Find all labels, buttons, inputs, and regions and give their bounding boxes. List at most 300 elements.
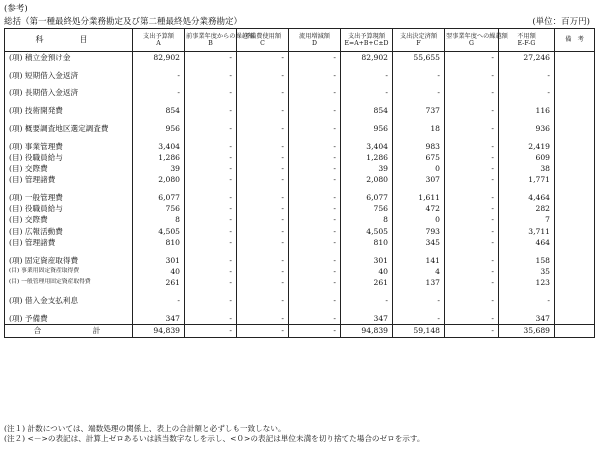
- spacer-cell: [393, 288, 445, 295]
- table-row: [5, 163, 595, 174]
- row-label: (項) 借入金支払利息: [5, 295, 133, 306]
- cell-value: 854: [341, 105, 393, 116]
- cell-value: -: [237, 226, 289, 237]
- cell-value: -: [237, 174, 289, 185]
- cell-value: 40: [133, 266, 185, 277]
- cell-value: -: [289, 324, 341, 337]
- spacer-cell: [555, 248, 595, 255]
- spacer-cell: [445, 248, 499, 255]
- cell-value: -: [237, 152, 289, 163]
- cell-value: 609: [499, 152, 555, 163]
- cell-value: -: [185, 255, 237, 266]
- cell-value: -: [237, 123, 289, 134]
- cell-value: -: [133, 295, 185, 306]
- column-header: [393, 29, 445, 52]
- table-row: [5, 277, 595, 288]
- total-row: [5, 324, 595, 337]
- spacer-cell: [499, 81, 555, 88]
- remarks-cell: [555, 226, 595, 237]
- spacer-row: [5, 248, 595, 255]
- cell-value: 82,902: [341, 52, 393, 64]
- cell-value: -: [237, 324, 289, 337]
- note-line: (注２) <－>の表記は、計算上ゼロあるいは該当数字なしを示し、<０>の表記は単位未満を切り捨てた場合のゼロを示す。: [4, 434, 425, 443]
- spacer-cell: [133, 306, 185, 313]
- cell-value: 1,771: [499, 174, 555, 185]
- remarks-cell: [555, 295, 595, 306]
- table-row: [5, 141, 595, 152]
- unit-label: (単位：百万円): [532, 17, 590, 27]
- cell-value: -: [185, 324, 237, 337]
- spacer-row: [5, 63, 595, 70]
- remarks-cell: [555, 215, 595, 226]
- cell-value: 55,655: [393, 52, 445, 64]
- cell-value: -: [499, 295, 555, 306]
- cell-value: -: [237, 255, 289, 266]
- column-header-label: 予備費使用額: [243, 32, 282, 40]
- remarks-cell: [555, 203, 595, 214]
- row-label: (目) 広報活動費: [5, 226, 133, 237]
- note-line: (注１) 計数については、端数処理の関係上、表上の合計額と必ずしも一致しない。: [4, 424, 286, 433]
- spacer-cell: [555, 306, 595, 313]
- spacer-row: [5, 306, 595, 313]
- cell-value: -: [237, 52, 289, 64]
- spacer-cell: [393, 117, 445, 124]
- cell-value: -: [445, 277, 499, 288]
- cell-value: -: [237, 88, 289, 99]
- notes: [4, 424, 424, 444]
- cell-value: -: [393, 295, 445, 306]
- cell-value: -: [289, 215, 341, 226]
- remarks-cell: [555, 324, 595, 337]
- column-header-label: 支出決定済額: [399, 32, 438, 40]
- spacer-cell: [393, 306, 445, 313]
- spacer-cell: [185, 134, 237, 141]
- cell-value: -: [237, 163, 289, 174]
- spacer-cell: [5, 63, 133, 70]
- spacer-cell: [185, 63, 237, 70]
- cell-value: -: [289, 163, 341, 174]
- column-header-label: 前事業年度からの繰越額: [186, 32, 255, 40]
- remarks-cell: [555, 163, 595, 174]
- cell-value: 307: [393, 174, 445, 185]
- spacer-row: [5, 134, 595, 141]
- cell-value: -: [289, 70, 341, 81]
- cell-value: -: [237, 141, 289, 152]
- cell-value: -: [289, 313, 341, 325]
- cell-value: -: [445, 174, 499, 185]
- spacer-cell: [445, 288, 499, 295]
- cell-value: -: [185, 141, 237, 152]
- cell-value: 756: [133, 203, 185, 214]
- cell-value: -: [341, 88, 393, 99]
- cell-value: 2,419: [499, 141, 555, 152]
- table-title: 総括（第一種最終処分業務勘定及び第二種最終処分業務勘定）: [4, 17, 243, 27]
- cell-value: 854: [133, 105, 185, 116]
- column-header-code: E-F-G: [517, 40, 536, 47]
- spacer-cell: [185, 248, 237, 255]
- table-row: [5, 70, 595, 81]
- spacer-cell: [341, 288, 393, 295]
- row-label: (項) 一般管理費: [5, 192, 133, 203]
- cell-value: 94,839: [341, 324, 393, 337]
- spacer-row: [5, 186, 595, 193]
- cell-value: -: [185, 295, 237, 306]
- spacer-cell: [237, 134, 289, 141]
- column-header-label: 支出予算現額: [347, 32, 386, 40]
- cell-value: -: [445, 215, 499, 226]
- cell-value: -: [185, 266, 237, 277]
- table-row: [5, 52, 595, 64]
- cell-value: 3,404: [341, 141, 393, 152]
- cell-value: 347: [499, 313, 555, 325]
- table-row: [5, 192, 595, 203]
- cell-value: -: [445, 141, 499, 152]
- cell-value: -: [445, 324, 499, 337]
- cell-value: 158: [499, 255, 555, 266]
- row-label: (目) 交際費: [5, 215, 133, 226]
- spacer-cell: [289, 134, 341, 141]
- remarks-cell: [555, 88, 595, 99]
- cell-value: -: [341, 295, 393, 306]
- column-header-label: 翌事業年度への繰越額: [446, 32, 508, 40]
- cell-value: -: [445, 123, 499, 134]
- spacer-cell: [393, 134, 445, 141]
- cell-value: 8: [133, 215, 185, 226]
- spacer-cell: [5, 306, 133, 313]
- remarks-cell: [555, 123, 595, 134]
- spacer-cell: [341, 117, 393, 124]
- row-label: 合 計: [5, 324, 133, 337]
- cell-value: 0: [393, 163, 445, 174]
- cell-value: -: [289, 174, 341, 185]
- cell-value: -: [185, 203, 237, 214]
- cell-value: -: [289, 237, 341, 248]
- cell-value: -: [393, 313, 445, 325]
- cell-value: 936: [499, 123, 555, 134]
- table-row: [5, 152, 595, 163]
- cell-value: 2,080: [341, 174, 393, 185]
- table-row: [5, 203, 595, 214]
- column-header-code: B: [208, 40, 213, 47]
- cell-value: -: [289, 255, 341, 266]
- cell-value: -: [445, 313, 499, 325]
- row-label: (項) 事業管理費: [5, 141, 133, 152]
- cell-value: -: [185, 163, 237, 174]
- cell-value: 7: [499, 215, 555, 226]
- spacer-cell: [289, 117, 341, 124]
- cell-value: 675: [393, 152, 445, 163]
- column-header-label: 支出予算額: [143, 32, 174, 40]
- column-header: [555, 29, 595, 52]
- remarks-cell: [555, 237, 595, 248]
- cell-value: -: [237, 295, 289, 306]
- row-label: (目) 役職員給与: [5, 203, 133, 214]
- cell-value: -: [445, 70, 499, 81]
- spacer-cell: [499, 288, 555, 295]
- spacer-cell: [133, 248, 185, 255]
- cell-value: -: [289, 295, 341, 306]
- table-body: [5, 52, 595, 338]
- cell-value: 345: [393, 237, 445, 248]
- spacer-cell: [133, 186, 185, 193]
- cell-value: 261: [341, 277, 393, 288]
- cell-value: -: [445, 52, 499, 64]
- spacer-cell: [555, 134, 595, 141]
- spacer-cell: [185, 288, 237, 295]
- column-header-code: D: [312, 40, 317, 47]
- cell-value: 59,148: [393, 324, 445, 337]
- cell-value: 6,077: [133, 192, 185, 203]
- cell-value: 35,689: [499, 324, 555, 337]
- cell-value: -: [133, 88, 185, 99]
- cell-value: 27,246: [499, 52, 555, 64]
- cell-value: 1,286: [133, 152, 185, 163]
- spacer-cell: [237, 63, 289, 70]
- remarks-cell: [555, 105, 595, 116]
- spacer-cell: [289, 248, 341, 255]
- spacer-cell: [555, 99, 595, 106]
- cell-value: 94,839: [133, 324, 185, 337]
- cell-value: -: [393, 70, 445, 81]
- cell-value: 737: [393, 105, 445, 116]
- spacer-cell: [5, 99, 133, 106]
- row-label: (目) 事業用固定資産取得費: [5, 266, 133, 277]
- cell-value: -: [185, 105, 237, 116]
- row-label: (目) 交際費: [5, 163, 133, 174]
- table-row: [5, 295, 595, 306]
- column-header: [499, 29, 555, 52]
- spacer-cell: [237, 117, 289, 124]
- spacer-cell: [5, 81, 133, 88]
- row-label: (項) 積立金預け金: [5, 52, 133, 64]
- spacer-cell: [237, 99, 289, 106]
- spacer-cell: [289, 99, 341, 106]
- column-header: [185, 29, 255, 52]
- spacer-cell: [185, 186, 237, 193]
- cell-value: -: [237, 215, 289, 226]
- remarks-cell: [555, 255, 595, 266]
- spacer-cell: [393, 248, 445, 255]
- table-row: [5, 105, 595, 116]
- spacer-cell: [555, 288, 595, 295]
- cell-value: -: [237, 105, 289, 116]
- cell-value: -: [289, 141, 341, 152]
- spacer-cell: [5, 117, 133, 124]
- table-row: [5, 237, 595, 248]
- table-row: [5, 123, 595, 134]
- column-header-code: F: [416, 40, 421, 47]
- cell-value: 464: [499, 237, 555, 248]
- cell-value: -: [237, 70, 289, 81]
- cell-value: -: [237, 203, 289, 214]
- row-label: (項) 長期借入金返済: [5, 88, 133, 99]
- spacer-row: [5, 117, 595, 124]
- cell-value: 1,611: [393, 192, 445, 203]
- spacer-cell: [555, 63, 595, 70]
- cell-value: -: [185, 237, 237, 248]
- cell-value: -: [289, 277, 341, 288]
- cell-value: -: [445, 192, 499, 203]
- cell-value: 4,505: [341, 226, 393, 237]
- table-row: [5, 255, 595, 266]
- row-label: (項) 概要調査地区選定調査費: [5, 123, 133, 134]
- table-row: [5, 174, 595, 185]
- remarks-cell: [555, 313, 595, 325]
- cell-value: 261: [133, 277, 185, 288]
- column-header-label: 科 目: [35, 35, 102, 45]
- cell-value: 38: [499, 163, 555, 174]
- cell-value: -: [341, 70, 393, 81]
- cell-value: -: [133, 70, 185, 81]
- spacer-cell: [185, 306, 237, 313]
- cell-value: -: [289, 52, 341, 64]
- cell-value: -: [289, 203, 341, 214]
- row-label: (目) 一般管理用固定資産取得費: [5, 277, 133, 288]
- cell-value: -: [445, 163, 499, 174]
- cell-value: 35: [499, 266, 555, 277]
- spacer-cell: [499, 117, 555, 124]
- spacer-cell: [499, 186, 555, 193]
- spacer-cell: [133, 288, 185, 295]
- cell-value: -: [237, 192, 289, 203]
- spacer-row: [5, 288, 595, 295]
- cell-value: 956: [133, 123, 185, 134]
- spacer-cell: [5, 248, 133, 255]
- cell-value: -: [237, 266, 289, 277]
- cell-value: 18: [393, 123, 445, 134]
- spacer-cell: [133, 117, 185, 124]
- remarks-cell: [555, 266, 595, 277]
- row-label: (項) 短期借入金返済: [5, 70, 133, 81]
- cell-value: 4,505: [133, 226, 185, 237]
- column-header-code: A: [156, 40, 161, 47]
- spacer-cell: [185, 117, 237, 124]
- cell-value: -: [185, 152, 237, 163]
- cell-value: 3,711: [499, 226, 555, 237]
- table-row: [5, 266, 595, 277]
- reference-label: (参考): [4, 4, 28, 14]
- spacer-cell: [445, 134, 499, 141]
- cell-value: -: [289, 192, 341, 203]
- column-header-code: G: [469, 40, 474, 47]
- column-header: [341, 29, 393, 52]
- cell-value: 4,464: [499, 192, 555, 203]
- remarks-cell: [555, 70, 595, 81]
- cell-value: 137: [393, 277, 445, 288]
- cell-value: -: [445, 226, 499, 237]
- column-header: [5, 29, 133, 52]
- remarks-cell: [555, 141, 595, 152]
- cell-value: -: [499, 88, 555, 99]
- cell-value: -: [445, 203, 499, 214]
- spacer-cell: [341, 81, 393, 88]
- cell-value: -: [289, 88, 341, 99]
- cell-value: -: [499, 70, 555, 81]
- cell-value: -: [185, 70, 237, 81]
- column-header: [237, 29, 289, 52]
- budget-table: [4, 28, 595, 338]
- row-label: (項) 固定資産取得費: [5, 255, 133, 266]
- remarks-cell: [555, 174, 595, 185]
- spacer-cell: [445, 117, 499, 124]
- cell-value: 301: [133, 255, 185, 266]
- column-header: [133, 29, 185, 52]
- cell-value: -: [185, 174, 237, 185]
- spacer-cell: [499, 248, 555, 255]
- column-header-label: 不用額: [517, 32, 536, 40]
- cell-value: 347: [341, 313, 393, 325]
- cell-value: -: [445, 152, 499, 163]
- column-header-code: C: [260, 40, 265, 47]
- spacer-cell: [185, 81, 237, 88]
- cell-value: -: [185, 226, 237, 237]
- cell-value: 472: [393, 203, 445, 214]
- cell-value: 1,286: [341, 152, 393, 163]
- cell-value: -: [289, 266, 341, 277]
- cell-value: -: [185, 277, 237, 288]
- cell-value: 282: [499, 203, 555, 214]
- cell-value: 756: [341, 203, 393, 214]
- spacer-cell: [499, 63, 555, 70]
- spacer-cell: [237, 306, 289, 313]
- remarks-cell: [555, 152, 595, 163]
- spacer-cell: [393, 63, 445, 70]
- cell-value: 983: [393, 141, 445, 152]
- cell-value: -: [237, 237, 289, 248]
- table-row: [5, 88, 595, 99]
- spacer-row: [5, 81, 595, 88]
- cell-value: -: [185, 313, 237, 325]
- cell-value: -: [185, 123, 237, 134]
- cell-value: -: [445, 237, 499, 248]
- spacer-cell: [341, 186, 393, 193]
- cell-value: 2,080: [133, 174, 185, 185]
- cell-value: 347: [133, 313, 185, 325]
- spacer-cell: [555, 81, 595, 88]
- cell-value: -: [445, 105, 499, 116]
- spacer-cell: [555, 117, 595, 124]
- spacer-cell: [499, 99, 555, 106]
- cell-value: 301: [341, 255, 393, 266]
- spacer-cell: [445, 99, 499, 106]
- remarks-cell: [555, 277, 595, 288]
- cell-value: 39: [133, 163, 185, 174]
- spacer-cell: [341, 306, 393, 313]
- remarks-cell: [555, 192, 595, 203]
- column-header: [289, 29, 341, 52]
- spacer-cell: [133, 99, 185, 106]
- spacer-cell: [341, 134, 393, 141]
- cell-value: 116: [499, 105, 555, 116]
- table-row: [5, 226, 595, 237]
- cell-value: 0: [393, 215, 445, 226]
- table-row: [5, 313, 595, 325]
- cell-value: -: [289, 105, 341, 116]
- spacer-cell: [185, 99, 237, 106]
- spacer-cell: [133, 81, 185, 88]
- cell-value: 810: [133, 237, 185, 248]
- spacer-cell: [499, 134, 555, 141]
- cell-value: 8: [341, 215, 393, 226]
- cell-value: 123: [499, 277, 555, 288]
- table-header-row: [5, 29, 595, 52]
- spacer-cell: [289, 306, 341, 313]
- spacer-cell: [445, 63, 499, 70]
- cell-value: -: [289, 123, 341, 134]
- cell-value: 793: [393, 226, 445, 237]
- spacer-cell: [555, 186, 595, 193]
- spacer-cell: [237, 81, 289, 88]
